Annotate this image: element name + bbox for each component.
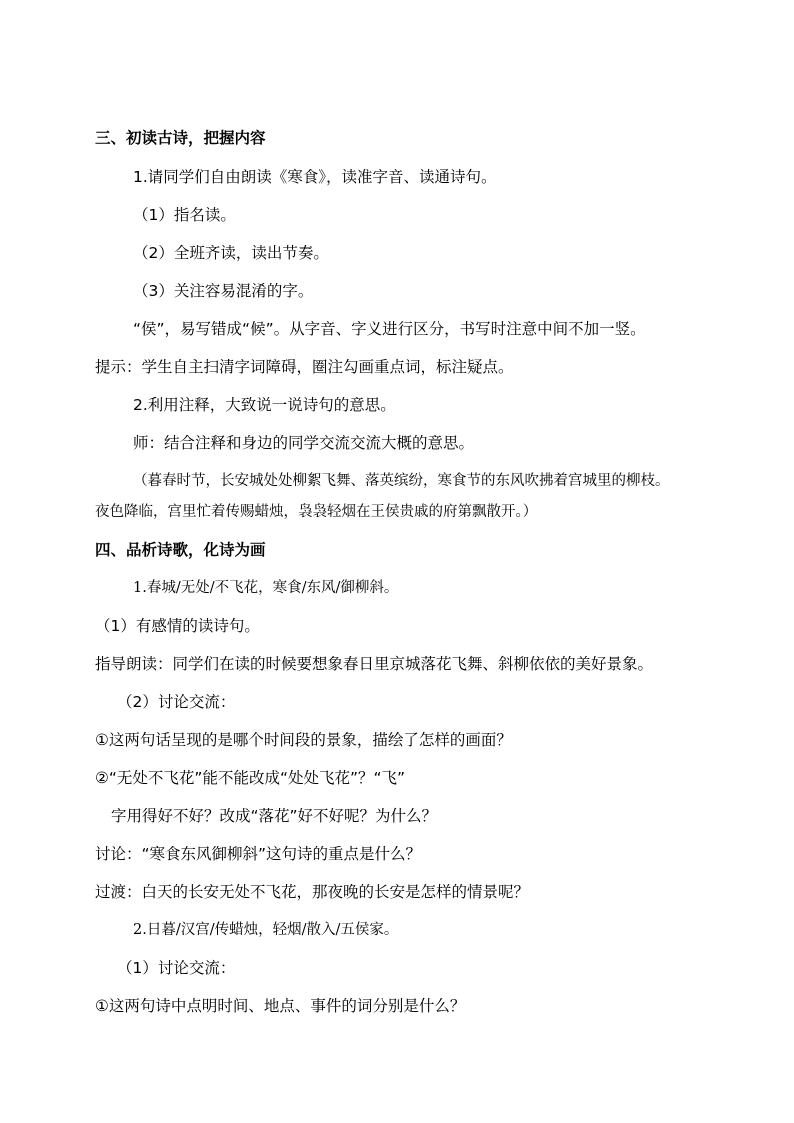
paragraph: （1）讨论交流： bbox=[117, 959, 236, 977]
paragraph: 1.春城/无处/不飞花，寒食/东风/御柳斜。 bbox=[133, 580, 399, 596]
paragraph: “侯”，易写错成“候”。从字音、字义进行区分，书写时注意中间不加一竖。 bbox=[133, 320, 646, 338]
paragraph: 夜色降临，宫里忙着传赐蜡烛，袅袅轻烟在王侯贵戚的府第飘散开。） bbox=[95, 504, 538, 520]
paragraph: （1）有感情的读诗句。 bbox=[95, 617, 260, 635]
paragraph: （2）讨论交流： bbox=[117, 693, 236, 711]
paragraph: ①这两句诗中点明时间、地点、事件的词分别是什么？ bbox=[95, 997, 466, 1015]
section-heading-4: 四、品析诗歌，化诗为画 bbox=[95, 541, 266, 559]
paragraph: （1）指名读。 bbox=[133, 206, 236, 224]
paragraph: （2）全班齐读，读出节奏。 bbox=[133, 244, 329, 262]
section-heading-3: 三、初读古诗，把握内容 bbox=[95, 129, 266, 147]
paragraph: 字用得好不好？改成“落花”好不好呢？为什么？ bbox=[111, 807, 438, 825]
paragraph: （3）关注容易混淆的字。 bbox=[133, 282, 314, 300]
paragraph: 1.请同学们自由朗读《寒食》，读准字音、读通诗句。 bbox=[133, 168, 497, 186]
paragraph: ①这两句话呈现的是哪个时间段的景象，描绘了怎样的画面？ bbox=[95, 731, 512, 749]
paragraph: 2.日暮/汉宫/传蜡烛，轻烟/散入/五侯家。 bbox=[133, 922, 399, 938]
paragraph: 2.利用注释，大致说一说诗句的意思。 bbox=[133, 396, 396, 414]
paragraph: 过渡：白天的长安无处不飞花，那夜晚的长安是怎样的情景呢？ bbox=[95, 883, 530, 901]
paragraph: 提示：学生自主扫清字词障碍，圈注勾画重点词，标注疑点。 bbox=[95, 358, 514, 376]
paragraph: 指导朗读：同学们在读的时候要想象春日里京城落花飞舞、斜柳依依的美好景象。 bbox=[95, 655, 654, 673]
paragraph: ②“无处不飞花”能不能改成“处处飞花”？“飞” bbox=[95, 769, 406, 787]
paragraph: 师：结合注释和身边的同学交流交流大概的意思。 bbox=[133, 434, 475, 452]
paragraph: （暮春时节，长安城处处柳絮飞舞、落英缤纷，寒食节的东风吹拂着宫城里的柳枝。 bbox=[133, 473, 670, 489]
paragraph: 讨论：“寒食东风御柳斜”这句诗的重点是什么？ bbox=[95, 845, 422, 863]
